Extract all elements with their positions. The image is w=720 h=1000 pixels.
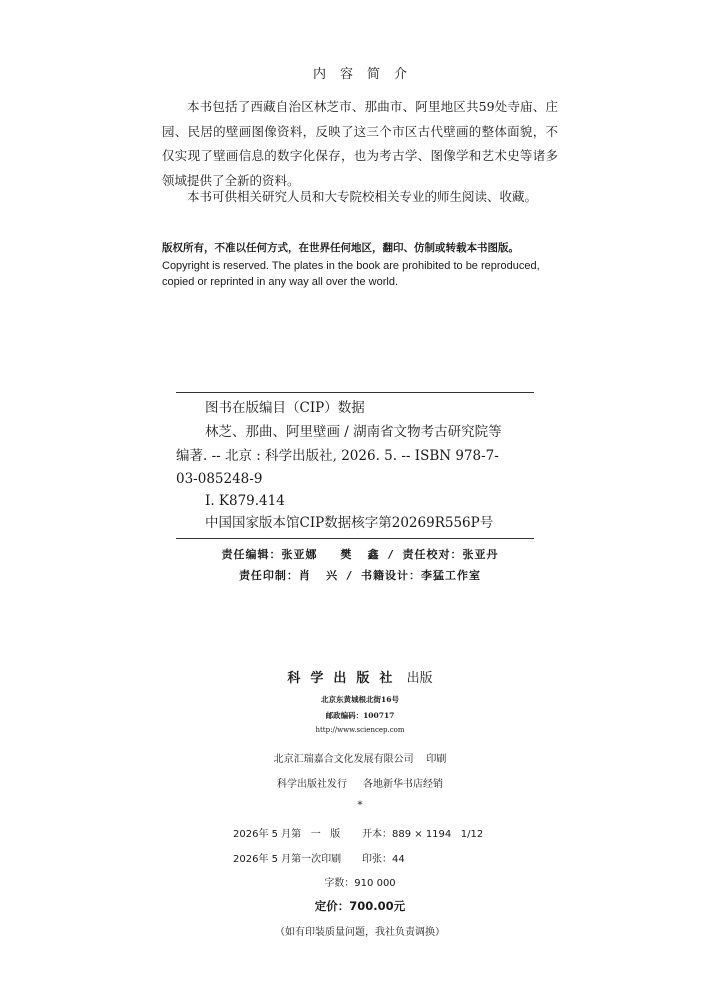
printer-info: 北京汇瑞嘉合文化发展有限公司 印刷 (273, 754, 447, 765)
format-info: 开本：889 × 1194 1/12 (362, 829, 484, 840)
copyright-en-line-1: Copyright is reserved. The plates in the book are prohibited to be reproduced, (162, 260, 540, 272)
publisher-suffix: 出版 (406, 671, 433, 686)
cip-top-rule (176, 392, 534, 393)
copyright-notice-en (162, 259, 562, 290)
cip-title-line: 林芝、那曲、阿里壁画 / 湖南省文物考古研究院等 (205, 424, 502, 440)
publisher-address: 北京东黄城根北街16号 (321, 695, 399, 704)
distribution-info: 科学出版社发行 各地新华书店经销 (277, 779, 443, 790)
price: 定价：700.00元 (314, 899, 406, 913)
impression-info: 2026年 5 月第一次印刷 (233, 854, 342, 865)
cip-heading: 图书在版编目（CIP）数据 (205, 400, 365, 416)
cip-bottom-rule (176, 538, 534, 539)
copyright-en-line-2: copied or reprinted in any way all over the world. (162, 275, 399, 288)
publisher-postcode: 邮政编码：100717 (325, 711, 395, 720)
separator-asterisk: * (357, 800, 363, 811)
cip-classification: Ⅰ. K879.414 (205, 493, 285, 509)
edition-info: 2026年 5 月第 一 版 (233, 829, 341, 840)
staff-production: 责任印制：肖 兴 / 书籍设计：李猛工作室 (238, 569, 482, 582)
cip-isbn-line: 03-085248-9 (176, 471, 263, 487)
cip-record-number: 中国国家版本馆CIP数据核字第20269R556P号 (205, 515, 494, 531)
sheets-info: 印张：44 (362, 854, 405, 865)
summary-paragraph-2: 本书可供相关研究人员和大专院校相关专业的师生阅读、收藏。 (187, 189, 538, 204)
publisher-name (0, 667, 720, 686)
quality-notice: （如有印装质量问题，我社负责调换） (275, 927, 445, 938)
word-count: 字数：910 000 (324, 878, 396, 889)
cip-publication-line: 编著. -- 北京 : 科学出版社, 2026. 5. -- ISBN 978-7- (176, 448, 499, 464)
summary-paragraph-1: 本书包括了西藏自治区林芝市、那曲市、阿里地区共59处寺庙、庄园、民居的壁画图像资料，反映了这三个市区古代壁画的整体面貌，不仅实现了壁画信息的数字化保存，也为考古学、图像学和艺术史等诸多领域提供了全新的资料。 (162, 99, 558, 188)
copyright-notice-cn: 版权所有，不准以任何方式，在世界任何地区，翻印、仿制或转载本书图版。 (162, 242, 519, 254)
summary-title: 内容简介 (312, 67, 421, 82)
publisher-url: http://www.sciencep.com (315, 726, 405, 734)
publisher-brand-logo: 科学出版社 (287, 671, 403, 686)
staff-editors: 责任编辑：张亚娜 樊 鑫 / 责任校对：张亚丹 (221, 548, 499, 561)
